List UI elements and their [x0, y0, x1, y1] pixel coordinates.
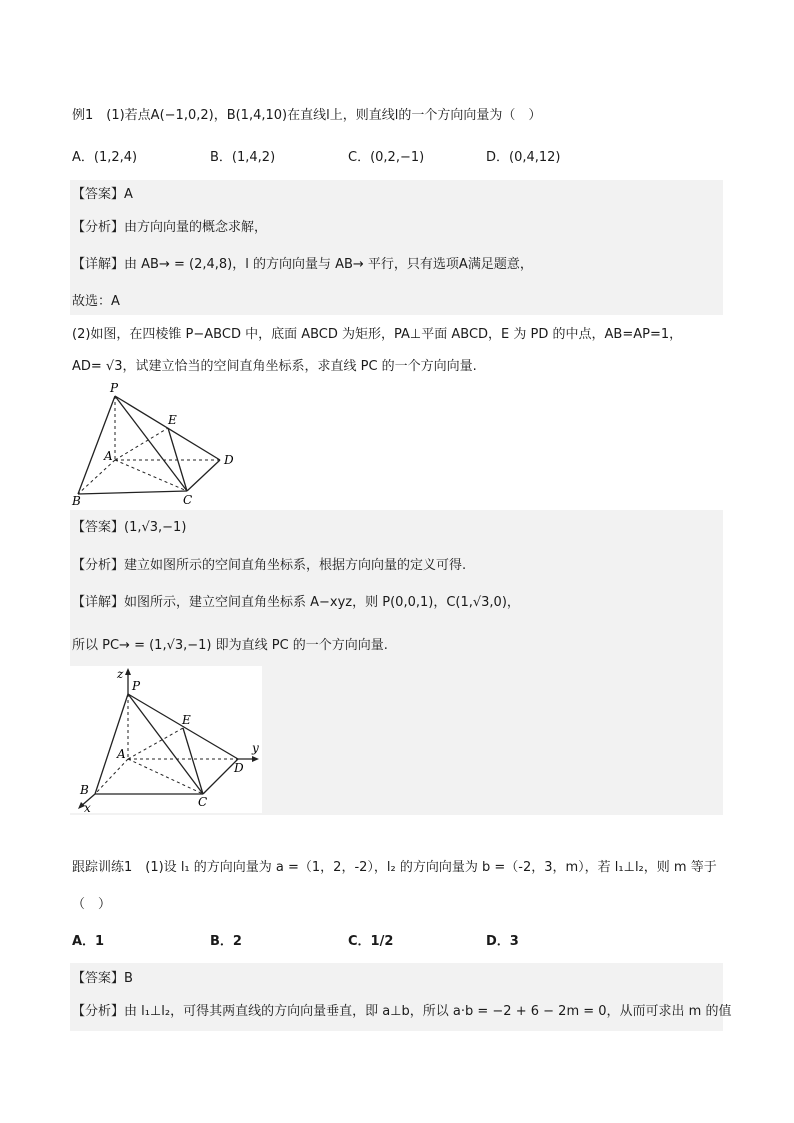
fig2-label-p: P [132, 679, 141, 693]
fig1-label-b: B [72, 494, 81, 508]
fig2-label-y: y [252, 741, 259, 755]
fig1-label-a: A [104, 449, 113, 463]
pyramid-figure [70, 378, 250, 508]
fig2-label-e: E [182, 713, 191, 727]
track1-option-c: C．1/2 [348, 934, 394, 949]
fig1-label-d: D [224, 453, 234, 467]
track1-analysis: 【分析】由 l₁⊥l₂，可得其两直线的方向向量垂直，即 a⊥b，所以 a·b = −2 + 6 − 2m = 0，从而可求出 m 的值 [72, 1004, 732, 1019]
ex1-detail: 【详解】由 AB→ = (2,4,8)，l 的方向向量与 AB→ 平行，只有选项A满足题意， [72, 257, 533, 272]
fig2-label-d: D [234, 761, 244, 775]
ex1-analysis-2: 【分析】建立如图所示的空间直角坐标系，根据方向向量的定义可得. [72, 558, 467, 573]
track1-option-d: D．3 [486, 934, 519, 949]
ex1-question-2-line2: AD= √3，试建立恰当的空间直角坐标系，求直线 PC 的一个方向向量. [72, 359, 477, 374]
ex1-option-b: B．(1,4,2) [210, 150, 276, 165]
track1-question-line1: 跟踪训练1 (1)设 l₁ 的方向向量为 a =（1，2，-2），l₂ 的方向向量为 b =（-2，3，m），若 l₁⊥l₂，则 m 等于 [72, 860, 717, 875]
fig2-label-x: x [84, 801, 91, 813]
ex1-choose: 故选：A [72, 294, 120, 309]
ex1-conclusion-2: 所以 PC→ = (1,√3,−1) 即为直线 PC 的一个方向向量. [72, 638, 388, 653]
pyramid-axes-figure [70, 666, 262, 813]
fig2-label-c: C [198, 795, 208, 809]
ex1-answer-2: 【答案】(1,√3,−1) [72, 520, 187, 535]
fig2-label-z: z [117, 667, 124, 681]
ex1-option-a: A．(1,2,4) [72, 150, 138, 165]
fig1-label-e: E [168, 413, 177, 427]
ex1-detail-2: 【详解】如图所示，建立空间直角坐标系 A−xyz，则 P(0,0,1)，C(1,√3,0)， [72, 595, 520, 610]
ex1-analysis: 【分析】由方向向量的概念求解， [72, 220, 268, 235]
fig2-label-a: A [117, 747, 126, 761]
ex1-question-2-line1: (2)如图，在四棱锥 P−ABCD 中，底面 ABCD 为矩形，PA⊥平面 ABCD，E 为 PD 的中点，AB=AP=1， [72, 327, 683, 342]
track1-answer: 【答案】B [72, 971, 133, 986]
ex1-option-c: C．(0,2,−1) [348, 150, 425, 165]
fig2-label-b: B [80, 783, 89, 797]
ex1-option-d: D．(0,4,12) [486, 150, 561, 165]
ex1-answer-block [70, 180, 723, 315]
ex1-question-1: 例1 (1)若点A(−1,0,2)，B(1,4,10)在直线l上，则直线l的一个方向向量为（ ） [72, 108, 542, 123]
track1-option-b: B．2 [210, 934, 242, 949]
fig1-label-p: P [110, 381, 119, 395]
track1-question-line2: （ ） [72, 897, 112, 912]
ex1-answer: 【答案】A [72, 187, 133, 202]
track1-option-a: A．1 [72, 934, 105, 949]
fig1-label-c: C [183, 493, 193, 507]
